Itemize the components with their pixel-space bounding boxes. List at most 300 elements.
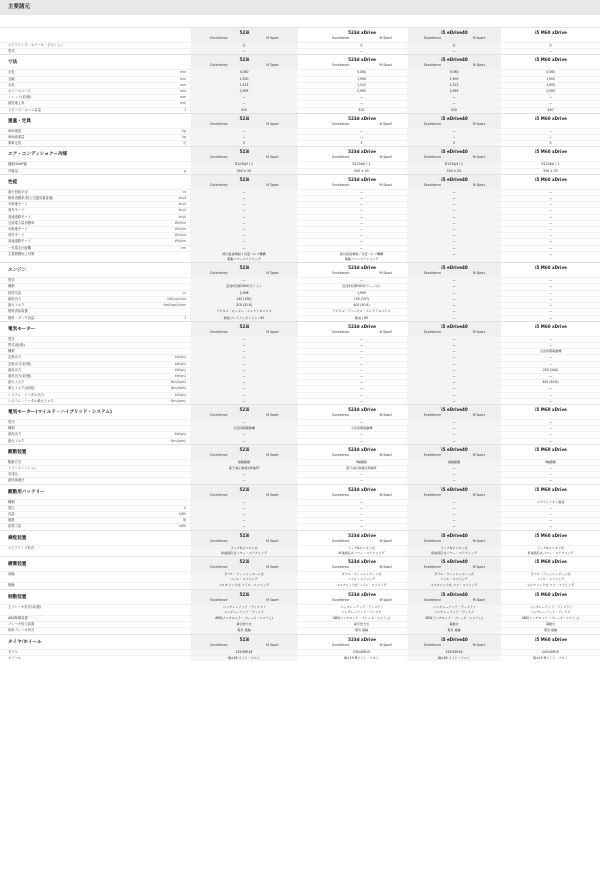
spec-row (0, 367, 600, 373)
spec-value: — (190, 524, 298, 529)
spec-unit: Nm(kgm) (171, 398, 186, 403)
spec-value: — (190, 221, 298, 226)
variant-label: M Sport (472, 564, 486, 569)
model-name: 523i (239, 486, 250, 492)
variant-row (408, 183, 501, 189)
spec-value: ベンチレーテッド・ディスク / ベンチレーテッド・ディスク (340, 604, 383, 614)
model-column-header (190, 175, 298, 189)
variant-row (502, 565, 600, 567)
model-name: i5 M60 xDrive (535, 57, 567, 63)
spec-value: — (407, 500, 501, 505)
variant-label: M Sport (472, 329, 486, 334)
spec-value: — (190, 399, 298, 404)
spec-value: 5,060 (190, 70, 298, 75)
spec-label: 型式 (8, 336, 15, 341)
spec-value: — (548, 392, 553, 397)
section-title: 電気モーター(マイルド・ハイブリッド・システム) (8, 409, 113, 415)
spec-value: — (407, 512, 501, 517)
spec-unit: Nm(kgm) (171, 380, 186, 385)
spec-value: ABS(アンチロック・ブレーキ・システム) (521, 616, 580, 620)
model-column-header (501, 485, 600, 499)
section-title: エンジン (8, 268, 27, 274)
variant-row (191, 36, 298, 42)
spec-value: — (407, 343, 501, 348)
spec-value: — (407, 297, 501, 302)
spec-unit: Wh/km (174, 239, 186, 244)
spec-value: — (548, 386, 553, 391)
spec-unit (150, 426, 190, 431)
variant-row (408, 63, 501, 69)
spacer (298, 239, 316, 244)
spec-label: 最高出力 (8, 432, 22, 437)
variant-row (317, 643, 407, 649)
spec-value: ダブル・ウィッシュボーン式 コイル・スプリング (190, 572, 298, 582)
section-title: 駆動装置 (8, 449, 27, 455)
model-column-header (501, 531, 600, 545)
variant-row (191, 598, 298, 604)
spec-value: 後輪駆動 (190, 460, 298, 465)
model-name: 523i (239, 323, 250, 329)
model-column-header (407, 28, 501, 42)
spec-value: 電気 後輪 (407, 628, 501, 633)
model-column-header (316, 557, 407, 571)
model-name: i5 M60 xDrive (535, 406, 567, 412)
spacer (298, 303, 316, 308)
spec-row (0, 517, 600, 523)
variant-row (317, 36, 407, 42)
spec-row (0, 207, 600, 213)
spec-value: — (548, 355, 553, 360)
model-column-header (298, 531, 316, 545)
section-header (0, 556, 600, 571)
spec-value: — (359, 220, 364, 225)
spec-value: 1,515 (190, 83, 298, 88)
spec-row (0, 302, 600, 308)
variant-label: M Sport (266, 155, 279, 160)
spec-label: 最低地上高 (8, 101, 25, 106)
model-column-header (407, 635, 501, 649)
variant-label: M Sport (472, 155, 486, 160)
model-column-header (407, 485, 501, 499)
variant-row (502, 598, 600, 600)
model-column-header (190, 114, 298, 128)
variant-label: M Sport (379, 271, 392, 276)
spec-value: — (190, 239, 298, 244)
spec-row (0, 296, 600, 302)
spec-unit (150, 337, 190, 342)
spacer (298, 208, 316, 213)
variant-label: M Sport (472, 36, 486, 40)
variant-label: M Sport (379, 492, 392, 497)
spacer (298, 190, 316, 195)
spec-label: 種類 (8, 426, 15, 431)
spec-row (0, 392, 600, 398)
spec-value: 8J×19 Mライト・アロイ (533, 655, 568, 660)
spec-label: 総電力量 (8, 524, 22, 529)
model-name: 523d xDrive (348, 115, 376, 121)
spec-unit: mm (179, 101, 186, 106)
spec-row (0, 201, 600, 207)
model-name: 523d xDrive (348, 532, 376, 538)
spec-value: ベンチレーテッド・ディスク / ベンチレーテッド・ディスク (190, 605, 298, 615)
variant-row (408, 493, 501, 499)
model-name: 523i (239, 636, 250, 642)
spec-value: — (359, 214, 364, 219)
spec-value: — (359, 518, 364, 523)
variant-label: M Sport (266, 63, 279, 68)
spec-unit: mm (179, 95, 186, 100)
variant-row (408, 330, 501, 336)
spec-value: 400 (40.8) (542, 380, 559, 385)
spec-label: 燃料供給装置 (8, 309, 28, 314)
spec-value: — (190, 202, 298, 207)
model-name: 523d xDrive (348, 265, 376, 271)
spec-value: 2,995 (357, 89, 366, 94)
spacer (298, 349, 316, 354)
spec-row (0, 499, 600, 505)
spec-unit: Nm(kgm) (171, 438, 186, 443)
spec-value: — (407, 355, 501, 360)
spec-label: 高速道路モード (8, 214, 31, 219)
spec-unit (150, 622, 190, 627)
model-column-header (298, 147, 316, 161)
spec-row (0, 245, 600, 251)
variant-label: M Sport (379, 121, 392, 126)
model-column-header (501, 147, 600, 161)
spec-unit (150, 43, 190, 48)
spec-label: 定格出力(前/後) (8, 361, 32, 366)
spec-label: トランスミッション (8, 465, 38, 470)
spec-value: — (548, 214, 553, 219)
spacer (298, 572, 316, 582)
model-column-header (407, 55, 501, 69)
variant-label: M Sport (472, 271, 486, 276)
spec-row (0, 88, 600, 94)
variant-row (191, 413, 298, 419)
spec-value: — (548, 208, 553, 213)
spec-unit (150, 546, 190, 556)
spec-value: — (407, 393, 501, 398)
spec-value: — (548, 296, 553, 301)
model-name: i5 eDrive40 (441, 446, 468, 452)
variant-label: Excellence (210, 452, 228, 457)
spacer (298, 374, 316, 379)
variant-label: M Sport (379, 155, 392, 160)
spec-value: — (548, 398, 553, 403)
model-name: 523d xDrive (348, 149, 376, 155)
model-name: 523d xDrive (348, 446, 376, 452)
spec-value: 250 (340) (542, 367, 559, 372)
spec-value: — (407, 309, 501, 314)
spec-value: — (190, 337, 298, 342)
model-name: i5 eDrive40 (441, 558, 468, 564)
spec-value: ダブル・ウィッシュボーン式 コイル・スプリング (407, 572, 501, 582)
spec-value: — (359, 336, 364, 341)
model-column-header (501, 635, 600, 649)
spec-value: 直列4気筒DOHCディーゼル (342, 284, 381, 289)
spec-value: R1234yf / 1 (352, 162, 371, 167)
spec-unit: 名 (182, 141, 186, 146)
spec-label: ホイール (8, 655, 22, 660)
variant-row (408, 539, 501, 545)
variant-row (502, 36, 600, 38)
spec-value: マルチリンク式 コイル・スプリング (190, 583, 298, 588)
variant-label: Excellence (210, 271, 228, 276)
model-name: i5 eDrive40 (441, 265, 468, 271)
spec-row (0, 615, 600, 621)
spec-value: — (407, 439, 501, 444)
spec-row (0, 505, 600, 511)
spec-value: — (359, 189, 364, 194)
model-name: i5 eDrive40 (441, 57, 468, 63)
spec-value: — (190, 380, 298, 385)
variant-label: Excellence (332, 642, 350, 647)
spec-label: ホイールベース (8, 89, 31, 94)
model-name: 523d xDrive (348, 558, 376, 564)
spacer (298, 472, 316, 477)
model-column-header (298, 263, 316, 277)
spec-value: 520 (407, 108, 501, 113)
spec-value: — (359, 245, 364, 250)
spec-unit: kg (182, 135, 186, 140)
model-column-header (190, 445, 298, 459)
section-header (0, 634, 600, 649)
spec-row (0, 290, 600, 296)
spec-label: 型式(前/後) (8, 342, 25, 347)
spec-value: — (359, 478, 364, 483)
variant-label: Excellence (210, 412, 228, 417)
variant-row (408, 122, 501, 128)
spec-value: 交流同期電動機 (539, 349, 562, 354)
spacer (298, 77, 316, 82)
spec-value: — (548, 135, 553, 140)
spec-unit (150, 278, 190, 283)
spec-row (0, 604, 600, 615)
variant-label: M Sport (472, 182, 486, 187)
variant-row (502, 643, 600, 645)
spec-value: 520 (358, 107, 365, 112)
spec-value: 225/55R18 (190, 650, 298, 655)
spec-section (0, 321, 600, 404)
model-name: i5 eDrive40 (441, 176, 468, 182)
model-column-header (316, 485, 407, 499)
section-title: 重量・定員 (8, 118, 31, 124)
variant-label: M Sport (472, 538, 486, 543)
spec-unit: kW(ps) (174, 373, 186, 378)
variant-label: Excellence (423, 329, 441, 334)
model-column-header (501, 322, 600, 336)
spec-label: ブレーキ倍力装置 (8, 622, 35, 627)
model-column-header (298, 635, 316, 649)
spec-row (0, 238, 600, 244)
model-name: 523d xDrive (348, 176, 376, 182)
spec-value: — (190, 95, 298, 100)
spec-value: — (190, 368, 298, 373)
spec-value: — (548, 49, 553, 54)
spec-value: 交流同期電動機 (350, 426, 373, 431)
model-name: i5 eDrive40 (441, 149, 468, 155)
spec-value: — (190, 129, 298, 134)
model-column-header (407, 175, 501, 189)
spec-value: ラック&ピニオン式 車速感応式パワー・ステアリング (527, 545, 574, 555)
variant-label: Excellence (210, 63, 228, 68)
variant-row (191, 330, 298, 336)
variant-label: M Sport (379, 538, 392, 543)
spec-label: 主ブレーキ形式(前/後) (8, 604, 42, 609)
spec-unit: km/ℓ (178, 202, 186, 207)
spec-row (0, 459, 600, 465)
model-column-header (316, 55, 407, 69)
variant-row (502, 453, 600, 455)
model-column-header (316, 322, 407, 336)
spec-section (0, 174, 600, 262)
variant-row (317, 271, 407, 277)
variant-label: Excellence (332, 492, 350, 497)
spec-label: 燃料消費率(国土交通省審査値) (8, 196, 54, 201)
spec-row (0, 76, 600, 82)
spec-value: — (359, 524, 364, 529)
spec-unit: ℓ (184, 315, 186, 320)
model-column-header (190, 263, 298, 277)
spec-unit: km (181, 245, 186, 250)
model-column-header (501, 590, 600, 604)
spec-unit: km/ℓ (178, 214, 186, 219)
spec-value: — (359, 95, 364, 100)
variant-row (502, 271, 600, 273)
model-name: i5 eDrive40 (441, 591, 468, 597)
spec-label: 郊外モード (8, 208, 25, 213)
model-column-header (190, 147, 298, 161)
variant-row (502, 183, 600, 185)
model-name: 523d xDrive (348, 591, 376, 597)
variant-label: M Sport (472, 121, 486, 126)
model-column-header (298, 175, 316, 189)
spacer (298, 368, 316, 373)
variant-row (191, 155, 298, 161)
spacer (298, 297, 316, 302)
model-column-header (298, 445, 316, 459)
spec-label: 型式 (8, 278, 15, 283)
spec-value: — (359, 135, 364, 140)
spec-value: — (548, 189, 553, 194)
variant-label: Excellence (423, 412, 441, 417)
model-column-header (190, 55, 298, 69)
spec-value: — (548, 95, 553, 100)
variant-label: M Sport (266, 36, 279, 40)
spec-label: 前輪 (8, 571, 15, 576)
spec-value: — (359, 373, 364, 378)
spec-label: 駆動方式 (8, 459, 22, 464)
spec-value: — (407, 374, 501, 379)
model-name: i5 M60 xDrive (535, 558, 567, 564)
spec-value: — (190, 362, 298, 367)
spec-value: — (359, 128, 364, 133)
spec-value: — (359, 472, 364, 477)
spec-row (0, 195, 600, 201)
spec-label: システム・トータル出力 (8, 392, 44, 397)
model-name: 523i (239, 176, 250, 182)
variant-label: M Sport (266, 271, 279, 276)
variant-row (317, 539, 407, 545)
variant-label: Excellence (423, 597, 441, 602)
spec-value: — (407, 227, 501, 232)
spec-row (0, 161, 600, 167)
spec-value: — (359, 278, 364, 283)
spec-unit: Wh/km (174, 220, 186, 225)
section-header (0, 113, 600, 128)
spec-value: 1,505 (546, 82, 555, 87)
spec-unit: kW(ps) (174, 355, 186, 360)
spec-value: 軽油 / 60 (354, 315, 369, 320)
spec-label: 郊外モード (8, 233, 25, 238)
spacer (298, 83, 316, 88)
spec-value: 電子油圧制御式8速AT (346, 465, 377, 470)
spec-value: 右 (359, 43, 364, 47)
spec-unit (150, 162, 190, 167)
spec-unit: kg (182, 128, 186, 133)
spec-label: 乗車定員 (8, 141, 22, 146)
variant-row (408, 413, 501, 419)
model-column-header (407, 590, 501, 604)
variant-label: Excellence (423, 538, 441, 543)
spacer (298, 202, 316, 207)
spacer (298, 43, 316, 48)
variant-label: Excellence (332, 597, 350, 602)
spec-value: — (190, 432, 298, 437)
variant-row (408, 598, 501, 604)
spec-value: 5,060 (357, 70, 366, 75)
variant-label: M Sport (266, 597, 279, 602)
section-header (0, 444, 600, 459)
spec-value: — (407, 101, 501, 106)
model-name: i5 eDrive40 (441, 406, 468, 412)
variant-label: M Sport (379, 63, 392, 68)
variant-label: M Sport (379, 329, 392, 334)
spec-section (0, 556, 600, 589)
spec-unit (150, 605, 190, 615)
spec-row (0, 128, 600, 134)
spec-section (0, 54, 600, 112)
section-title: 操舵装置 (8, 535, 27, 541)
spec-label: 最高出力 (8, 296, 22, 301)
spec-value: 電子油圧制御式8速AT (190, 466, 298, 471)
variant-label: Excellence (423, 452, 441, 457)
spec-label: 車両重量 (8, 128, 22, 133)
spec-value: 5 (190, 141, 298, 146)
section-title: 電気モーター (8, 326, 36, 332)
variant-row (191, 63, 298, 69)
spec-value: — (407, 368, 501, 373)
spec-unit: Wh/km (174, 233, 186, 238)
spec-unit: kWh (178, 511, 186, 516)
spec-value: — (190, 472, 298, 477)
variant-label: Excellence (423, 642, 441, 647)
spec-section (0, 146, 600, 173)
model-column-header (407, 531, 501, 545)
variant-label: M Sport (266, 492, 279, 497)
spec-unit (150, 460, 190, 465)
spec-unit (150, 472, 190, 477)
spec-unit: mm (179, 82, 186, 87)
spacer (298, 70, 316, 75)
variant-label: Excellence (423, 36, 441, 40)
spec-value: 8J×19 Mライト・アロイ (344, 655, 379, 660)
spec-section (0, 484, 600, 530)
variant-label: Excellence (332, 182, 350, 187)
spec-value: 550 ± 25 (190, 169, 298, 174)
spacer (298, 393, 316, 398)
spec-unit: kWh (178, 524, 186, 529)
